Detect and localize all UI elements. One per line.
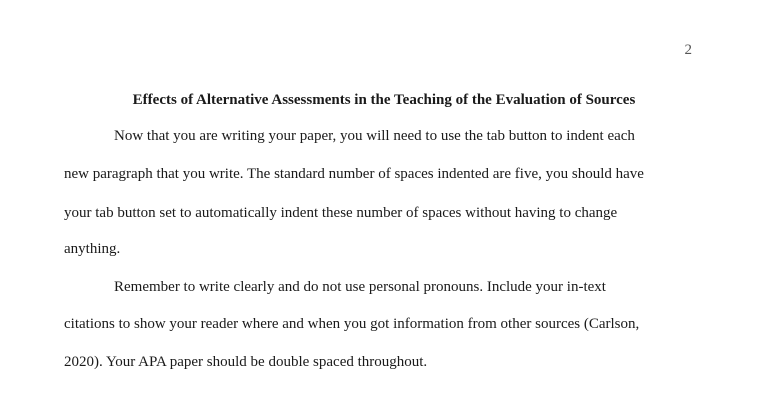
paragraph-line: anything. — [64, 241, 121, 257]
paragraph-line: new paragraph that you write. The standard number of spaces indented are five, you should have — [64, 166, 644, 182]
paragraph-line: 2020). Your APA paper should be double spaced throughout. — [64, 354, 428, 370]
paragraph-line: your tab button set to automatically indent these number of spaces without having to change — [64, 205, 618, 221]
paragraph-line: Remember to write clearly and do not use personal pronouns. Include your in-text — [114, 279, 606, 295]
paragraph-line: Now that you are writing your paper, you will need to use the tab button to indent each — [114, 128, 635, 144]
paragraph-line: citations to show your reader where and when you got information from other sources (Carlson, — [64, 316, 640, 332]
page-number: 2 — [684, 42, 692, 58]
paper-title: Effects of Alternative Assessments in the Teaching of the Evaluation of Sources — [132, 92, 636, 108]
